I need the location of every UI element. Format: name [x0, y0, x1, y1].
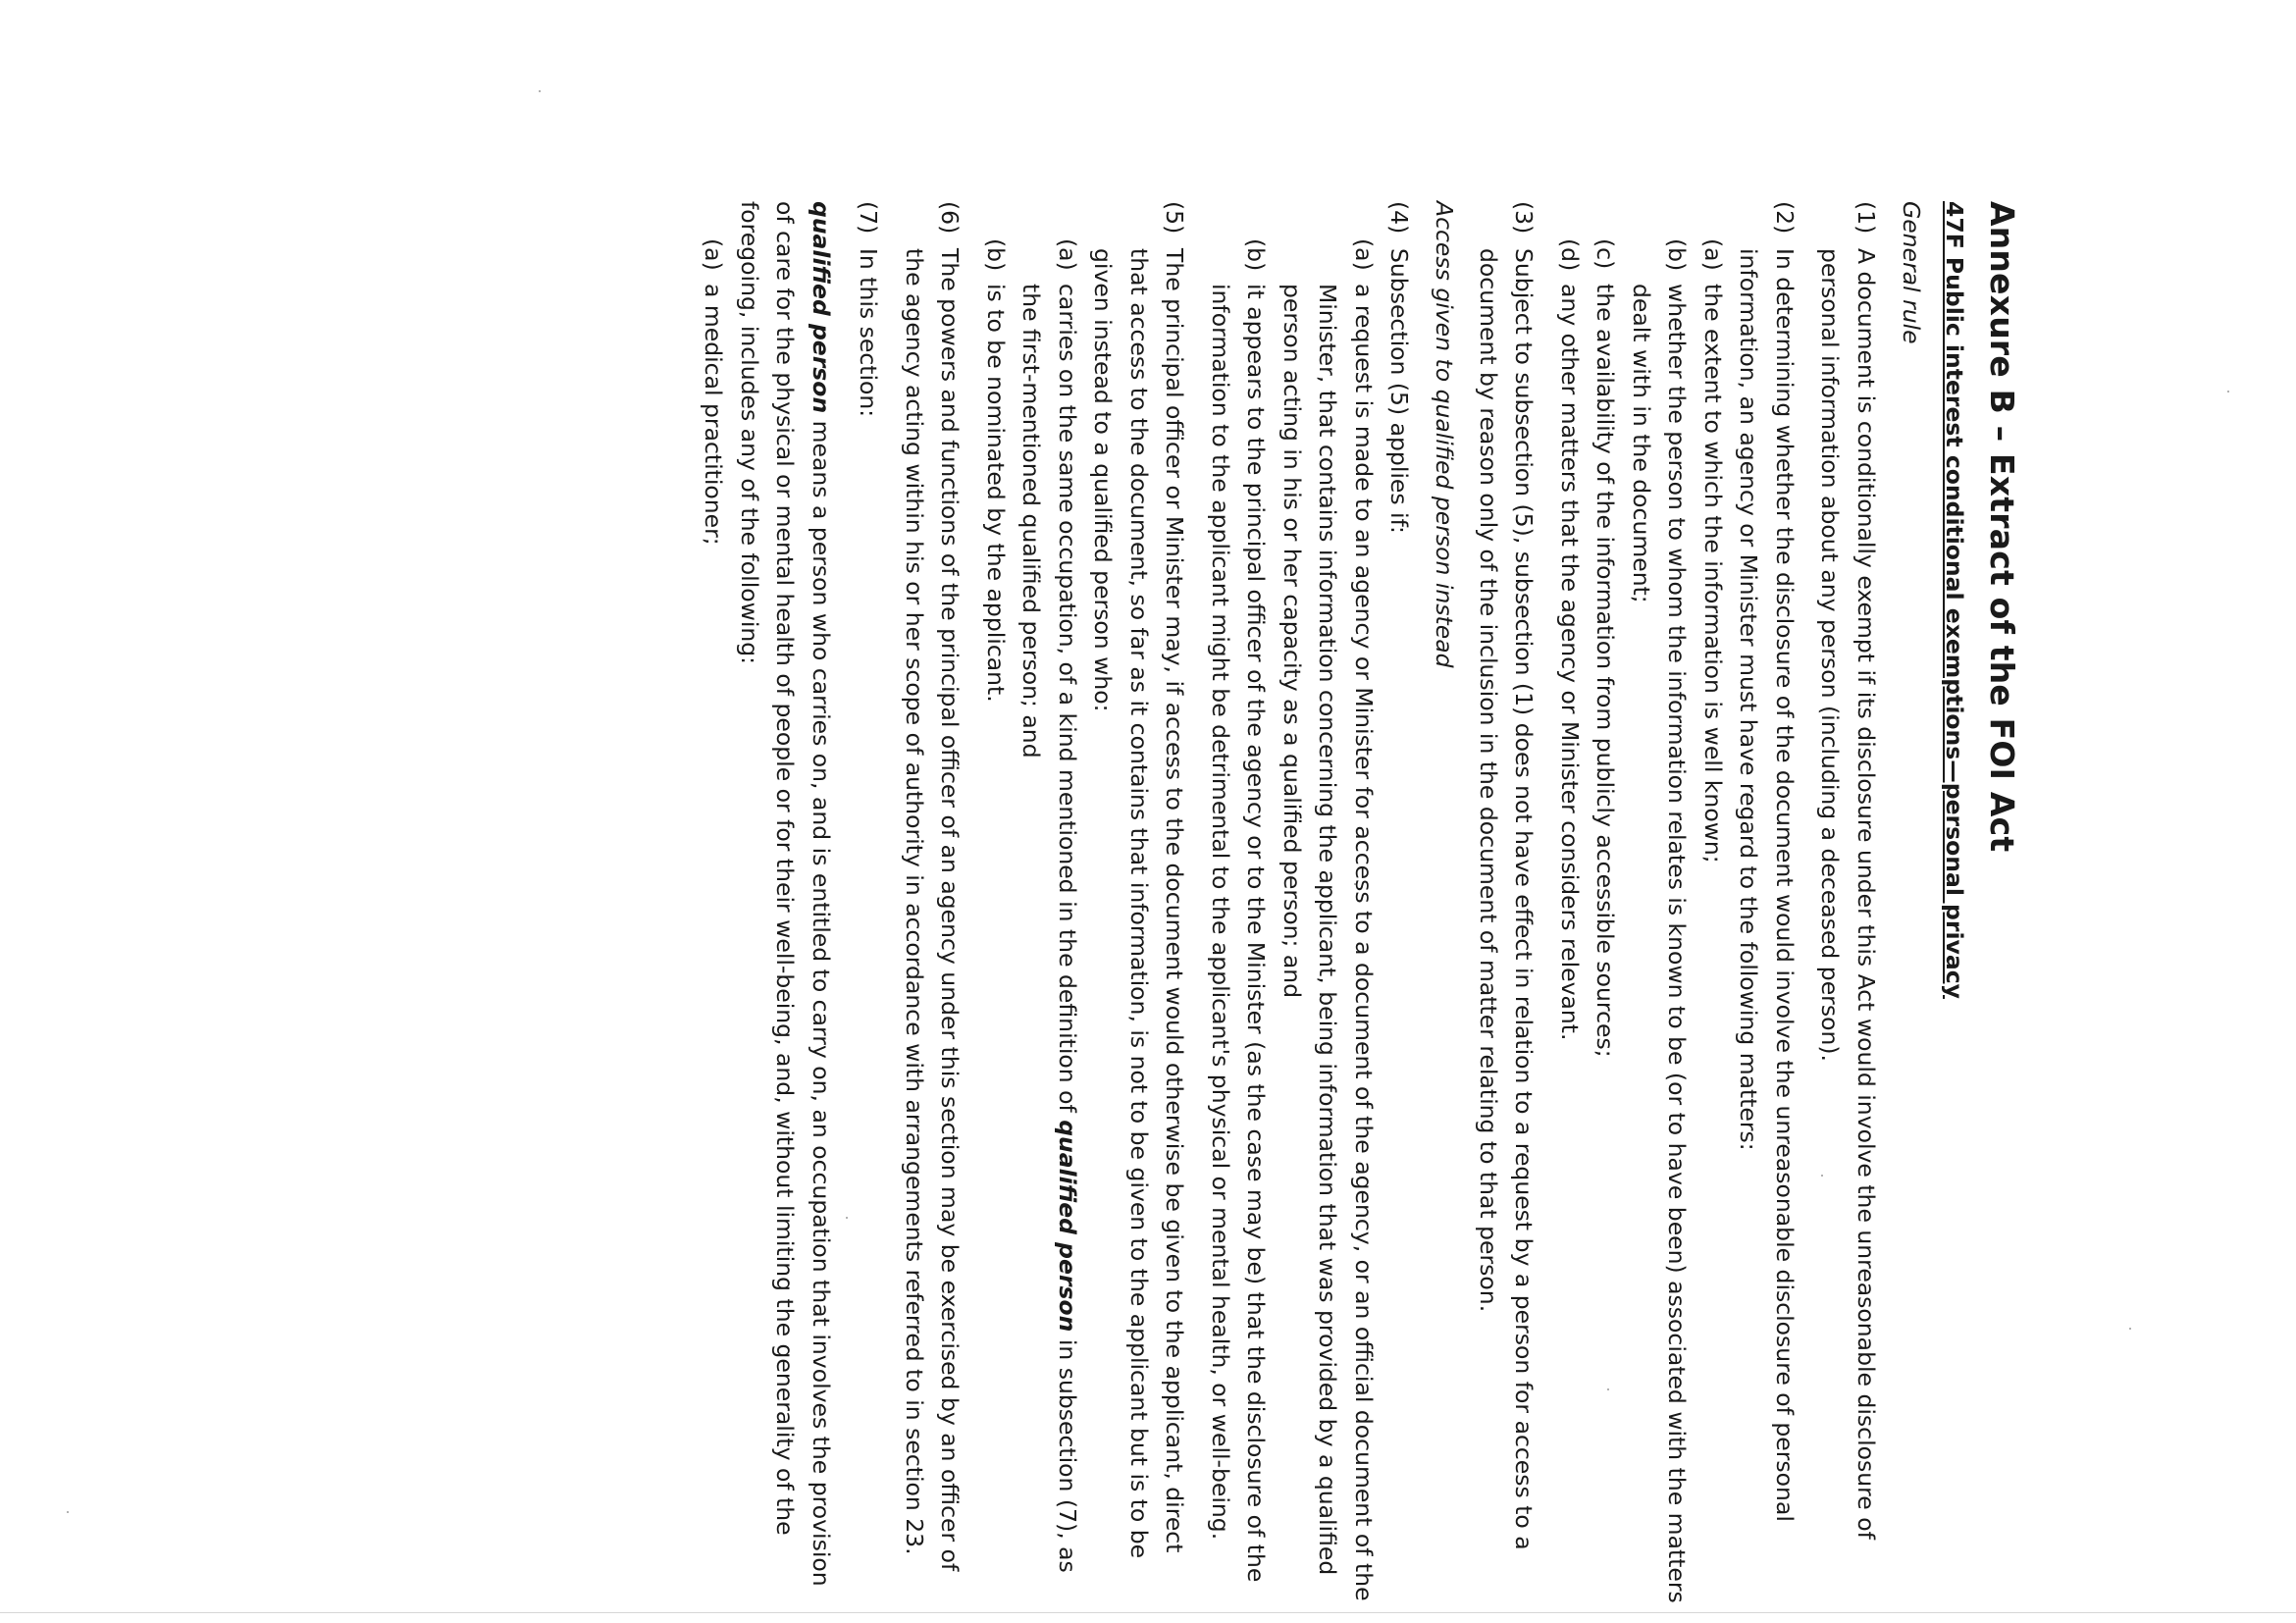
defined-term: qualified person — [1054, 1120, 1081, 1333]
definition-items — [696, 201, 732, 1604]
item-number: (a) — [700, 238, 728, 271]
paragraph-number: (4) — [1385, 201, 1414, 235]
general-rule-heading: General rule — [1898, 201, 1925, 344]
paragraph-number: (2) — [1771, 201, 1799, 235]
document-body — [304, 201, 2031, 1604]
paragraph-number: (7) — [855, 201, 883, 235]
list-item — [1624, 201, 1696, 1604]
paragraph-text: In this section: — [855, 248, 883, 418]
paragraph-4 — [1382, 201, 1418, 1604]
list-item — [696, 201, 732, 1604]
item-text: whether the person to whom the information relates is known to be (or to have been) associated with the matters dealt with in the document; — [1628, 284, 1692, 1603]
item-text: a request is made to an agency or Minister for access to a document of the agency, or an official document of the Minister, that contains information concerning the applicant, being information that was provided by a qualified person acting in his or her capacity as a qualified person; and — [1278, 284, 1378, 1601]
scan-speck — [67, 1511, 69, 1513]
paragraph-2-items — [1552, 201, 1732, 1604]
item-text: any other matters that the agency or Minister considers relevant. — [1556, 284, 1584, 1041]
paragraph-text: The principal officer or Minister may, if access to the document would otherwise be given to the applicant, direct that access to the document, so far as it contains that information, is not to be given to the applicant but is to be given instead to a qualified person who: — [1089, 248, 1189, 1559]
list-item — [1203, 201, 1275, 1604]
item-text-after: in subsection (7), as the first-mentioned qualified person; and — [1018, 284, 1081, 1573]
defined-term: qualified person — [808, 201, 835, 414]
item-number: (a) — [1699, 238, 1727, 271]
paragraph-3 — [1471, 201, 1542, 1604]
list-item — [1014, 201, 1085, 1604]
paragraph-2 — [1731, 201, 1802, 1604]
paragraph-text: Subsection (5) applies if: — [1385, 248, 1414, 534]
paragraph-text: The powers and functions of the principal officer of an agency under this section may be exercised by an officer of the agency acting within his or her scope of authority in accordance with arrangements referred to in section 23. — [901, 248, 965, 1572]
scan-edge — [0, 1612, 2296, 1613]
paragraph-4-items — [1203, 201, 1383, 1604]
scan-speck — [539, 90, 541, 92]
scan-speck — [2227, 391, 2229, 393]
list-item — [1275, 201, 1383, 1604]
item-number: (b) — [982, 238, 1010, 272]
paragraph-6 — [897, 201, 968, 1604]
paragraph-number: (5) — [1161, 201, 1189, 235]
definition-text: means a person who carries on, and is entitled to carry on, an occupation that involves the provision of care for the physical or mental health of people or for their well-being, and, without limiting the generality of the foregoing, includes any of the following: — [736, 201, 835, 1587]
paragraph-5 — [1085, 201, 1193, 1604]
access-heading: Access given to qualified person instead — [1431, 201, 1459, 668]
scan-speck — [2129, 1328, 2131, 1330]
paragraph-number: (1) — [1852, 201, 1880, 235]
list-item — [1588, 201, 1624, 1604]
item-number: (b) — [1663, 238, 1692, 272]
paragraph-number: (3) — [1510, 201, 1539, 235]
paragraph-text: Subject to subsection (5), subsection (1) does not have effect in relation to a request by a person for access to a document by reason only of the inclusion in the document of matter relating to that person. — [1475, 248, 1539, 1550]
list-item — [1552, 201, 1589, 1604]
item-number: (d) — [1556, 238, 1584, 272]
paragraph-1 — [1812, 201, 1884, 1604]
definition-paragraph — [732, 201, 840, 1604]
item-text: is to be nominated by the applicant. — [982, 284, 1010, 703]
item-text: a medical practitioner; — [700, 284, 728, 546]
paragraph-5-items — [978, 201, 1086, 1604]
paragraph-text: A document is conditionally exempt if its disclosure under this Act would involve the unreasonable disclosure of personal information about any person (including a deceased person). — [1816, 248, 1880, 1540]
item-number: (c) — [1592, 238, 1620, 270]
section-heading: 47F Public interest conditional exemptions—personal privacy — [1941, 201, 1968, 999]
paragraph-text: In determining whether the disclosure of the document would involve the unreasonable disclosure of personal information, an agency or Minister must have regard to the following matters: — [1735, 248, 1799, 1522]
item-text: the extent to which the information is well known; — [1699, 284, 1727, 864]
item-number: (a) — [1350, 238, 1378, 271]
item-number: (b) — [1242, 238, 1271, 272]
item-text: the availability of the information from publicly accessible sources; — [1592, 284, 1620, 1058]
paragraph-7 — [851, 201, 887, 1604]
item-text: it appears to the principal officer of the agency or to the Minister (as the case may be) that the disclosure of the information to the applicant might be detrimental to the applicant's physical or mental health, or well-being. — [1207, 284, 1271, 1583]
list-item — [978, 201, 1015, 1604]
paragraph-number: (6) — [936, 201, 965, 235]
document-title: Annexure B – Extract of the FOI Act — [1983, 201, 2021, 853]
item-text-before: carries on the same occupation, of a kind mentioned in the definition of — [1054, 284, 1081, 1121]
item-number: (a) — [1054, 238, 1081, 271]
list-item — [1696, 201, 1732, 1604]
